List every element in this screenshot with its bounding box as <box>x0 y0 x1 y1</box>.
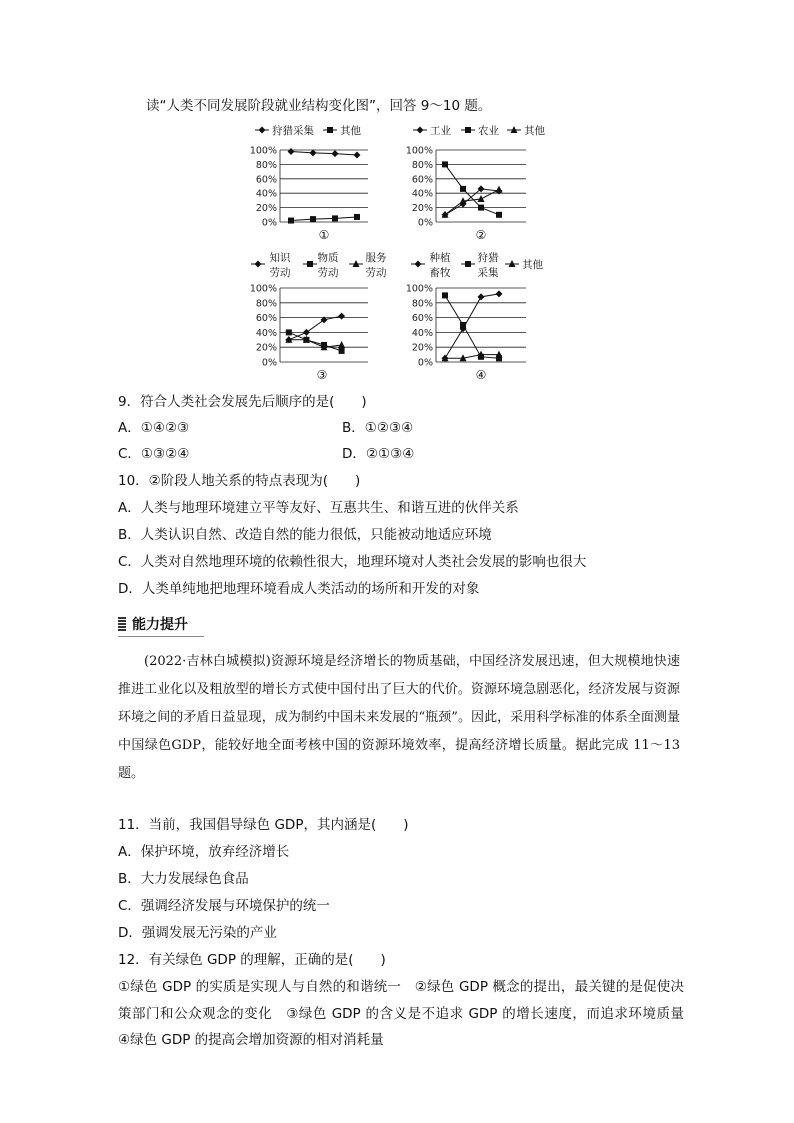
y-tick-label: 100% <box>405 145 433 157</box>
y-tick-label: 20% <box>255 342 277 354</box>
chart-3-svg <box>244 252 394 382</box>
y-tick-label: 40% <box>255 327 277 339</box>
q11-option-d[interactable]: D．强调发展无污染的产业 <box>118 925 277 941</box>
y-tick-label: 100% <box>249 145 277 157</box>
chart-2-svg <box>406 122 556 242</box>
y-tick-label: 60% <box>411 174 433 186</box>
chart-1-svg <box>244 122 384 242</box>
data-point <box>478 293 485 300</box>
data-point <box>496 186 503 193</box>
y-tick-label: 20% <box>411 342 433 354</box>
legend-square-icon <box>465 127 471 133</box>
legend-label-line2: 劳动 <box>365 267 387 279</box>
legend-label-line1: 服务 <box>365 252 387 264</box>
data-point <box>478 205 484 211</box>
series-line <box>291 151 357 155</box>
q10-stem: 10．②阶段人地关系的特点表现为( ) <box>118 473 361 489</box>
legend-label-line1: 物质 <box>317 252 339 264</box>
q9-option-d[interactable]: D．②①③④ <box>342 446 415 462</box>
q11-stem: 11．当前，我国倡导绿色 GDP，其内涵是( ) <box>118 817 409 833</box>
chart-2 <box>406 122 556 242</box>
chart-2-legend <box>413 124 545 137</box>
y-tick-label: 0% <box>261 357 277 369</box>
data-point <box>310 149 317 156</box>
series-line <box>289 340 342 347</box>
legend-diamond-icon <box>417 127 424 134</box>
series-line <box>291 217 357 221</box>
q9-option-c[interactable]: C．①③②④ <box>118 446 190 462</box>
q10-option-b[interactable]: B．人类认识自然、改造自然的能力很低，只能被动地适应环境 <box>118 527 492 543</box>
chart-3-legend <box>251 251 387 279</box>
q12-stem: 12．有关绿色 GDP 的理解，正确的是( ) <box>118 952 386 968</box>
series-line <box>445 294 499 358</box>
y-tick-label: 20% <box>411 203 433 215</box>
data-point <box>442 292 448 298</box>
data-point <box>338 313 345 320</box>
legend-label-line2: 采集 <box>477 267 499 279</box>
y-tick-label: 80% <box>411 159 433 171</box>
y-tick-label: 40% <box>411 327 433 339</box>
chart-4-svg <box>406 252 556 382</box>
section-title: 能力提升 <box>132 617 188 633</box>
series-line <box>445 189 499 215</box>
legend-label: 其他 <box>522 259 543 271</box>
y-tick-label: 60% <box>255 313 277 325</box>
legend-square-icon <box>307 261 313 267</box>
chart-1-legend <box>255 124 361 137</box>
q10-option-d[interactable]: D．人类单纯地把地理环境看成人类活动的场所和开发的对象 <box>118 581 480 597</box>
legend-label-line2: 劳动 <box>317 267 339 279</box>
y-tick-label: 60% <box>411 313 433 325</box>
data-point <box>354 214 360 220</box>
section-bar-icon <box>118 617 126 631</box>
legend-square-icon <box>327 127 333 133</box>
legend-label-line2: 畜牧 <box>429 267 451 279</box>
legend-label-line2: 劳动 <box>269 267 291 279</box>
q9-option-b[interactable]: B．①②③④ <box>342 420 414 436</box>
data-point <box>354 152 361 159</box>
y-tick-label: 60% <box>255 174 277 186</box>
q11-option-b[interactable]: B．大力发展绿色食品 <box>118 871 249 887</box>
chart-id: ④ <box>475 368 487 382</box>
legend-label: 工业 <box>430 125 451 137</box>
q11-option-a[interactable]: A．保护环境，放弃经济增长 <box>118 844 290 860</box>
y-tick-label: 0% <box>417 217 433 229</box>
chart-id: ① <box>318 228 330 242</box>
q10-option-a[interactable]: A．人类与地理环境建立平等友好、互惠共生、和谐互进的伙伴关系 <box>118 500 519 516</box>
data-point <box>286 329 292 335</box>
legend-label: 其他 <box>524 125 545 137</box>
chart-3 <box>244 252 394 382</box>
legend-label: 其他 <box>340 125 361 137</box>
data-point <box>332 215 338 221</box>
section-header <box>118 612 204 637</box>
q11-option-c[interactable]: C．强调经济发展与环境保护的统一 <box>118 898 330 914</box>
legend-diamond-icon <box>415 261 422 268</box>
legend-square-icon <box>465 261 471 267</box>
data-point <box>339 348 345 354</box>
legend-diamond-icon <box>259 127 266 134</box>
data-point <box>310 216 316 222</box>
y-tick-label: 80% <box>411 298 433 310</box>
q10-option-c[interactable]: C．人类对自然地理环境的依赖性很大，地理环境对人类社会发展的影响也很大 <box>118 554 587 570</box>
data-point <box>496 290 503 297</box>
legend-label: 狩猎采集 <box>272 125 314 137</box>
y-tick-label: 40% <box>255 188 277 200</box>
passage-text: (2022·吉林白城模拟)资源环境是经济增长的物质基础，中国经济发展迅速，但大规模地快速推进工业化以及粗放型的增长方式使中国付出了巨大的代价。资源环境急剧恶化，经济发展与资源环境之间的矛盾日益显现，成为制约中国未来发展的“瓶颈”。因此，采用科学标准的体系全面测量中国绿色GDP，能较好地全面考核中国的资源环境效率，提高经济增长质量。据此完成 11～13 题。 <box>118 654 680 781</box>
data-point <box>288 148 295 155</box>
data-point <box>338 341 345 348</box>
y-tick-label: 20% <box>255 203 277 215</box>
y-tick-label: 0% <box>261 217 277 229</box>
y-tick-label: 100% <box>249 283 277 295</box>
y-tick-label: 40% <box>411 188 433 200</box>
chart-4-legend <box>411 251 543 279</box>
data-point <box>288 218 294 224</box>
legend-diamond-icon <box>255 261 262 268</box>
y-tick-label: 80% <box>255 159 277 171</box>
intro-text: 读“人类不同发展阶段就业结构变化图”，回答 9～10 题。 <box>146 98 492 114</box>
chart-id: ② <box>475 228 487 242</box>
chart-1 <box>244 122 384 242</box>
data-point <box>442 161 448 167</box>
chart-id: ③ <box>316 368 328 382</box>
y-tick-label: 80% <box>255 298 277 310</box>
series-line <box>289 332 342 351</box>
data-point <box>332 150 339 157</box>
data-point <box>478 195 485 202</box>
legend-label-line1: 种植 <box>429 252 451 264</box>
data-point <box>303 329 310 336</box>
q12-body: ①绿色 GDP 的实质是实现人与自然的和谐统一 ②绿色 GDP 概念的提出，最关键的是促使决策部门和公众观念的变化 ③绿色 GDP 的含义是不追求 GDP 的增长速度，而追求环境质量 ④绿色 GDP 的提高会增加资源的相对消耗量 <box>118 979 698 1048</box>
q9-option-a[interactable]: A．①④②③ <box>118 420 190 436</box>
y-tick-label: 100% <box>405 283 433 295</box>
data-point <box>496 212 502 218</box>
q9-stem: 9．符合人类社会发展先后顺序的是( ) <box>118 394 367 410</box>
legend-label: 农业 <box>478 125 499 137</box>
chart-4 <box>406 252 556 382</box>
legend-label-line1: 知识 <box>269 252 291 264</box>
data-point <box>460 186 466 192</box>
y-tick-label: 0% <box>417 357 433 369</box>
legend-label-line1: 狩猎 <box>477 252 499 264</box>
data-point <box>460 322 466 328</box>
series-line <box>445 295 499 358</box>
